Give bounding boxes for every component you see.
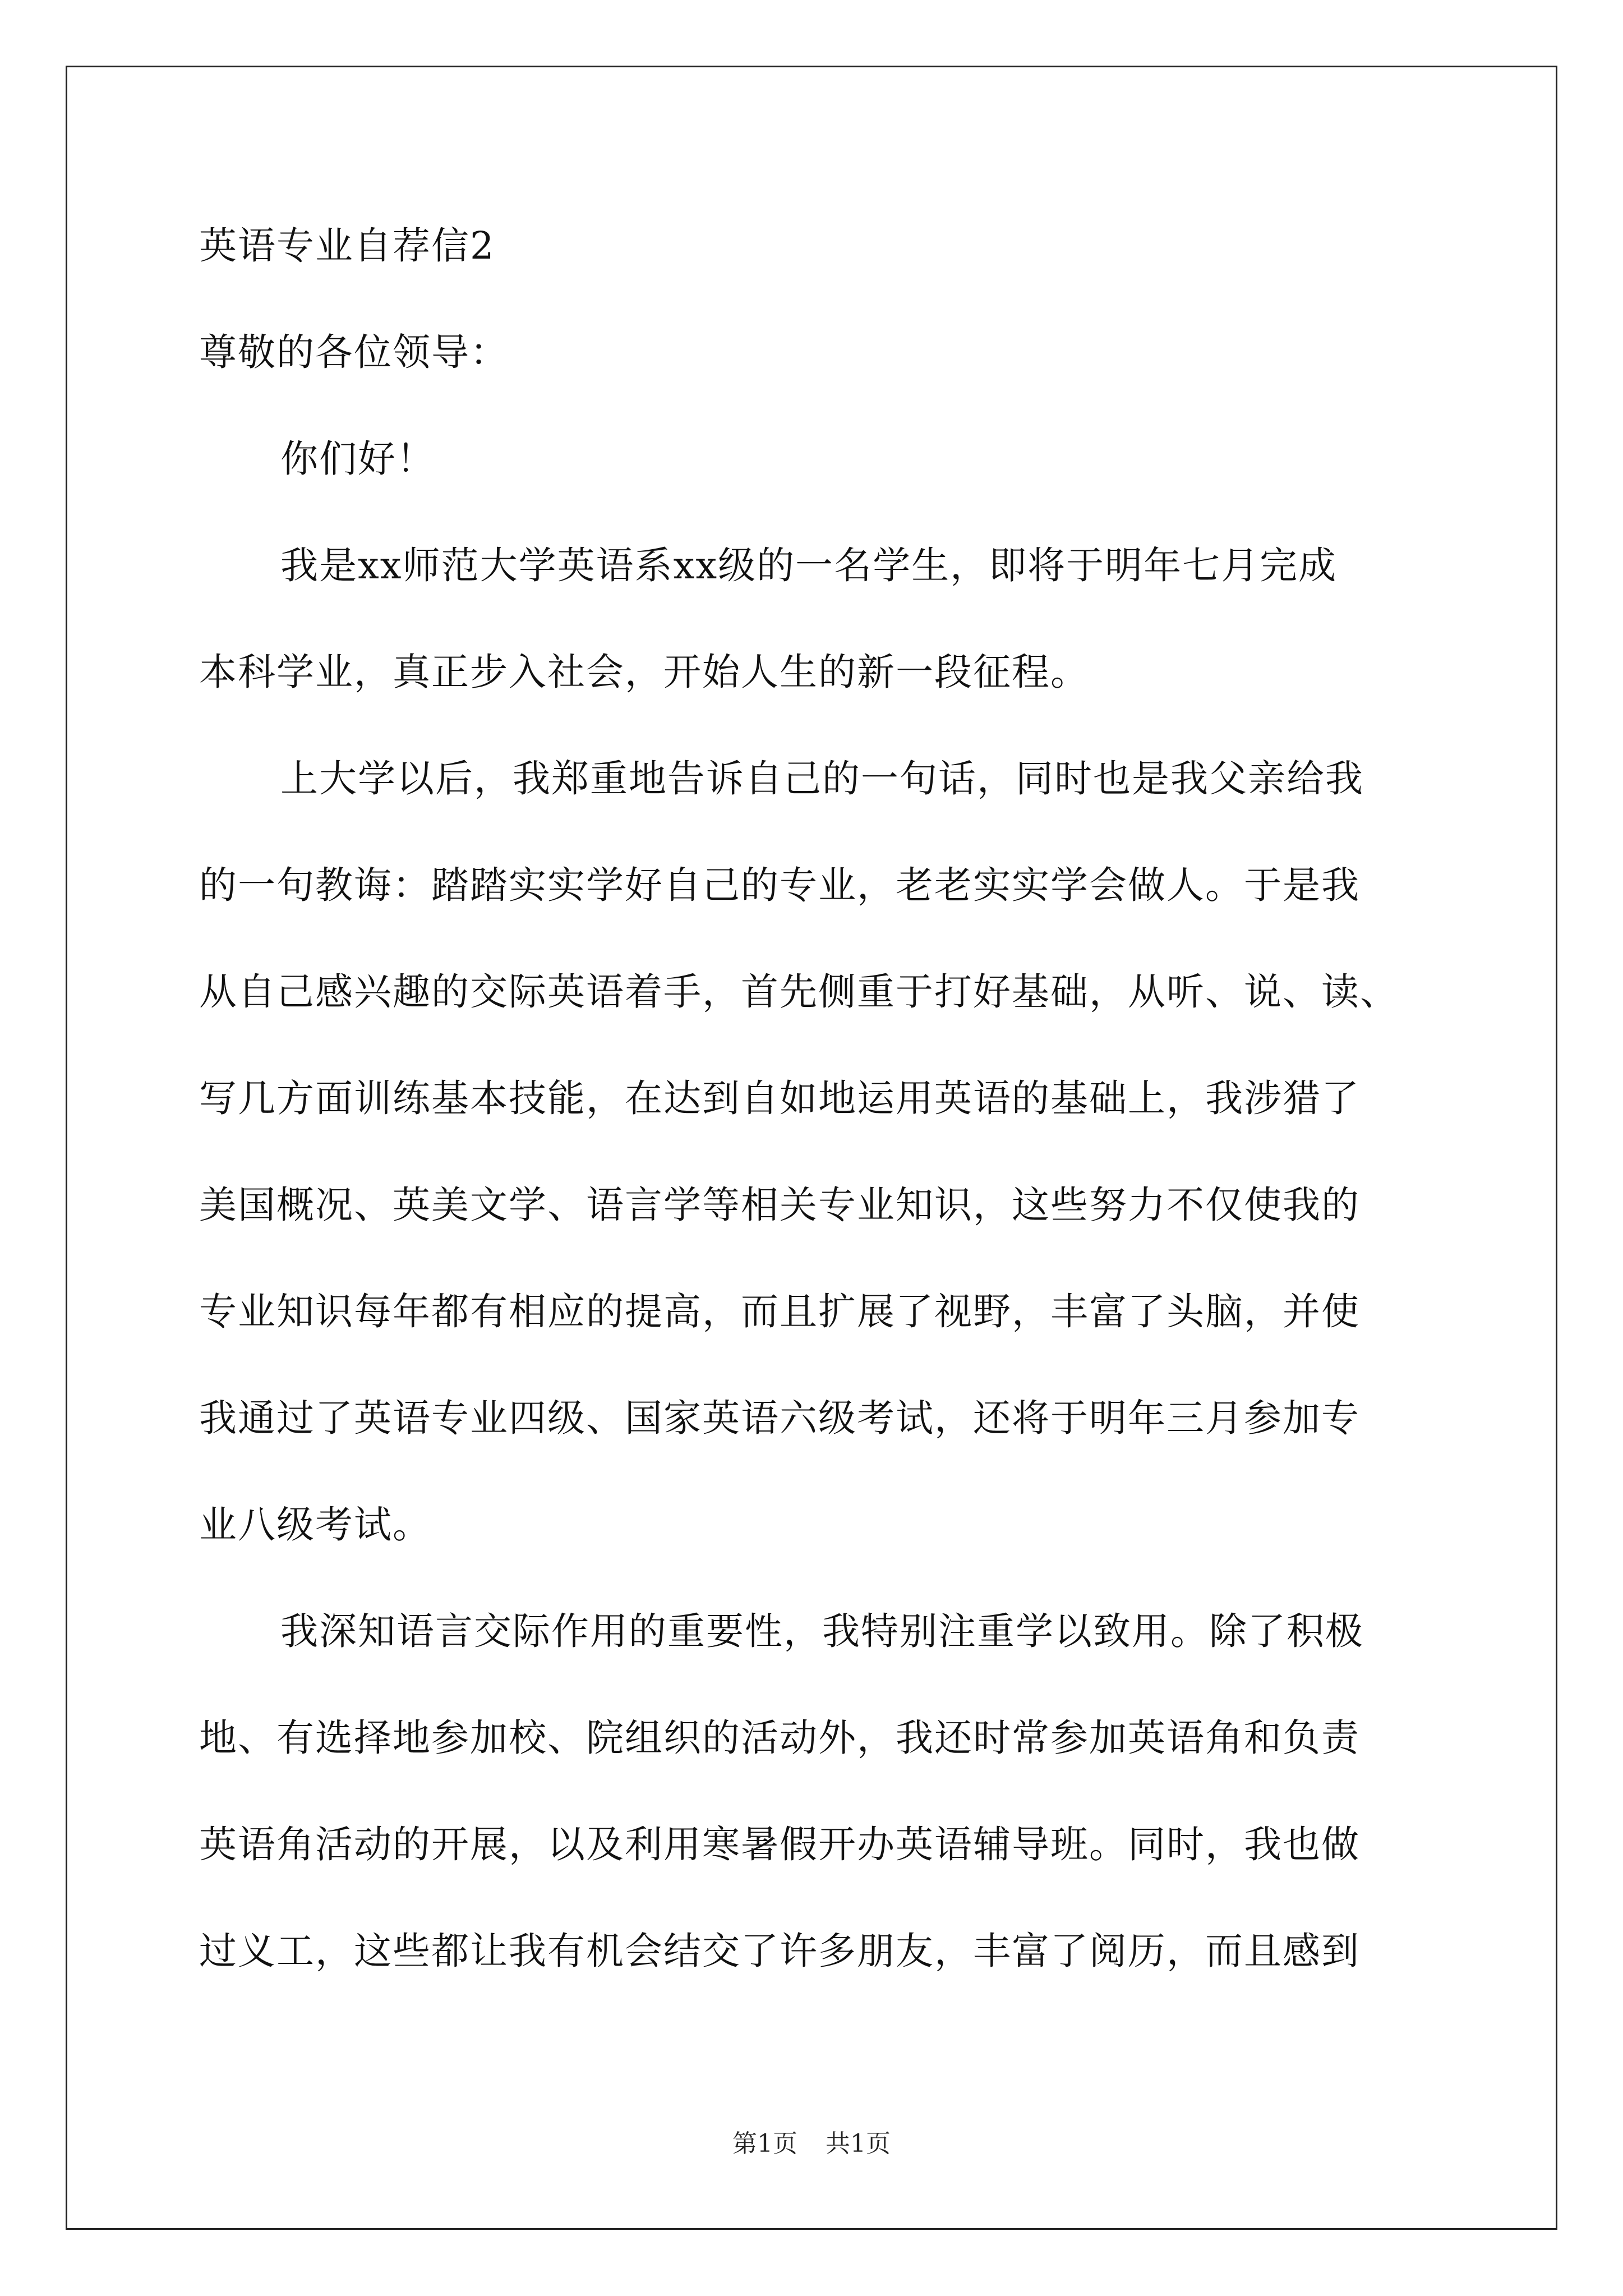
paragraph-line: 我通过了英语专业四级、国家英语六级考试，还将于明年三月参加专 [199, 1396, 1360, 1440]
page-border [66, 66, 1557, 2230]
document-title: 英语专业自荐信2 [199, 224, 495, 268]
paragraph-line: 的一句教诲：踏踏实实学好自己的专业，老老实实学会做人。于是我 [199, 863, 1360, 907]
paragraph-line: 从自己感兴趣的交际英语着手，首先侧重于打好基础，从听、说、读、 [199, 970, 1399, 1014]
page-number: 第1页 [732, 2129, 797, 2158]
paragraph-line: 过义工，这些都让我有机会结交了许多朋友，丰富了阅历，而且感到 [199, 1929, 1360, 1973]
salutation: 尊敬的各位领导： [199, 330, 509, 374]
greeting-line: 你们好！ [280, 437, 435, 481]
paragraph-line: 我深知语言交际作用的重要性，我特别注重学以致用。除了积极 [280, 1609, 1364, 1653]
page-total: 共1页 [826, 2129, 891, 2158]
paragraph-line: 业八级考试。 [199, 1503, 431, 1547]
paragraph-line: 上大学以后，我郑重地告诉自己的一句话，同时也是我父亲给我 [280, 757, 1364, 800]
paragraph-line: 本科学业，真正步入社会，开始人生的新一段征程。 [199, 650, 1089, 694]
page-footer [0, 2127, 1623, 2161]
paragraph-line: 英语角活动的开展，以及利用寒暑假开办英语辅导班。同时，我也做 [199, 1823, 1360, 1866]
paragraph-line: 专业知识每年都有相应的提高，而且扩展了视野，丰富了头脑，并使 [199, 1290, 1360, 1333]
paragraph-line: 美国概况、英美文学、语言学等相关专业知识，这些努力不仅使我的 [199, 1183, 1360, 1227]
paragraph-line: 我是xx师范大学英语系xx级的一名学生，即将于明年七月完成 [280, 544, 1338, 587]
paragraph-line: 地、有选择地参加校、院组织的活动外，我还时常参加英语角和负责 [199, 1716, 1360, 1760]
paragraph-line: 写几方面训练基本技能，在达到自如地运用英语的基础上，我涉猎了 [199, 1076, 1360, 1120]
